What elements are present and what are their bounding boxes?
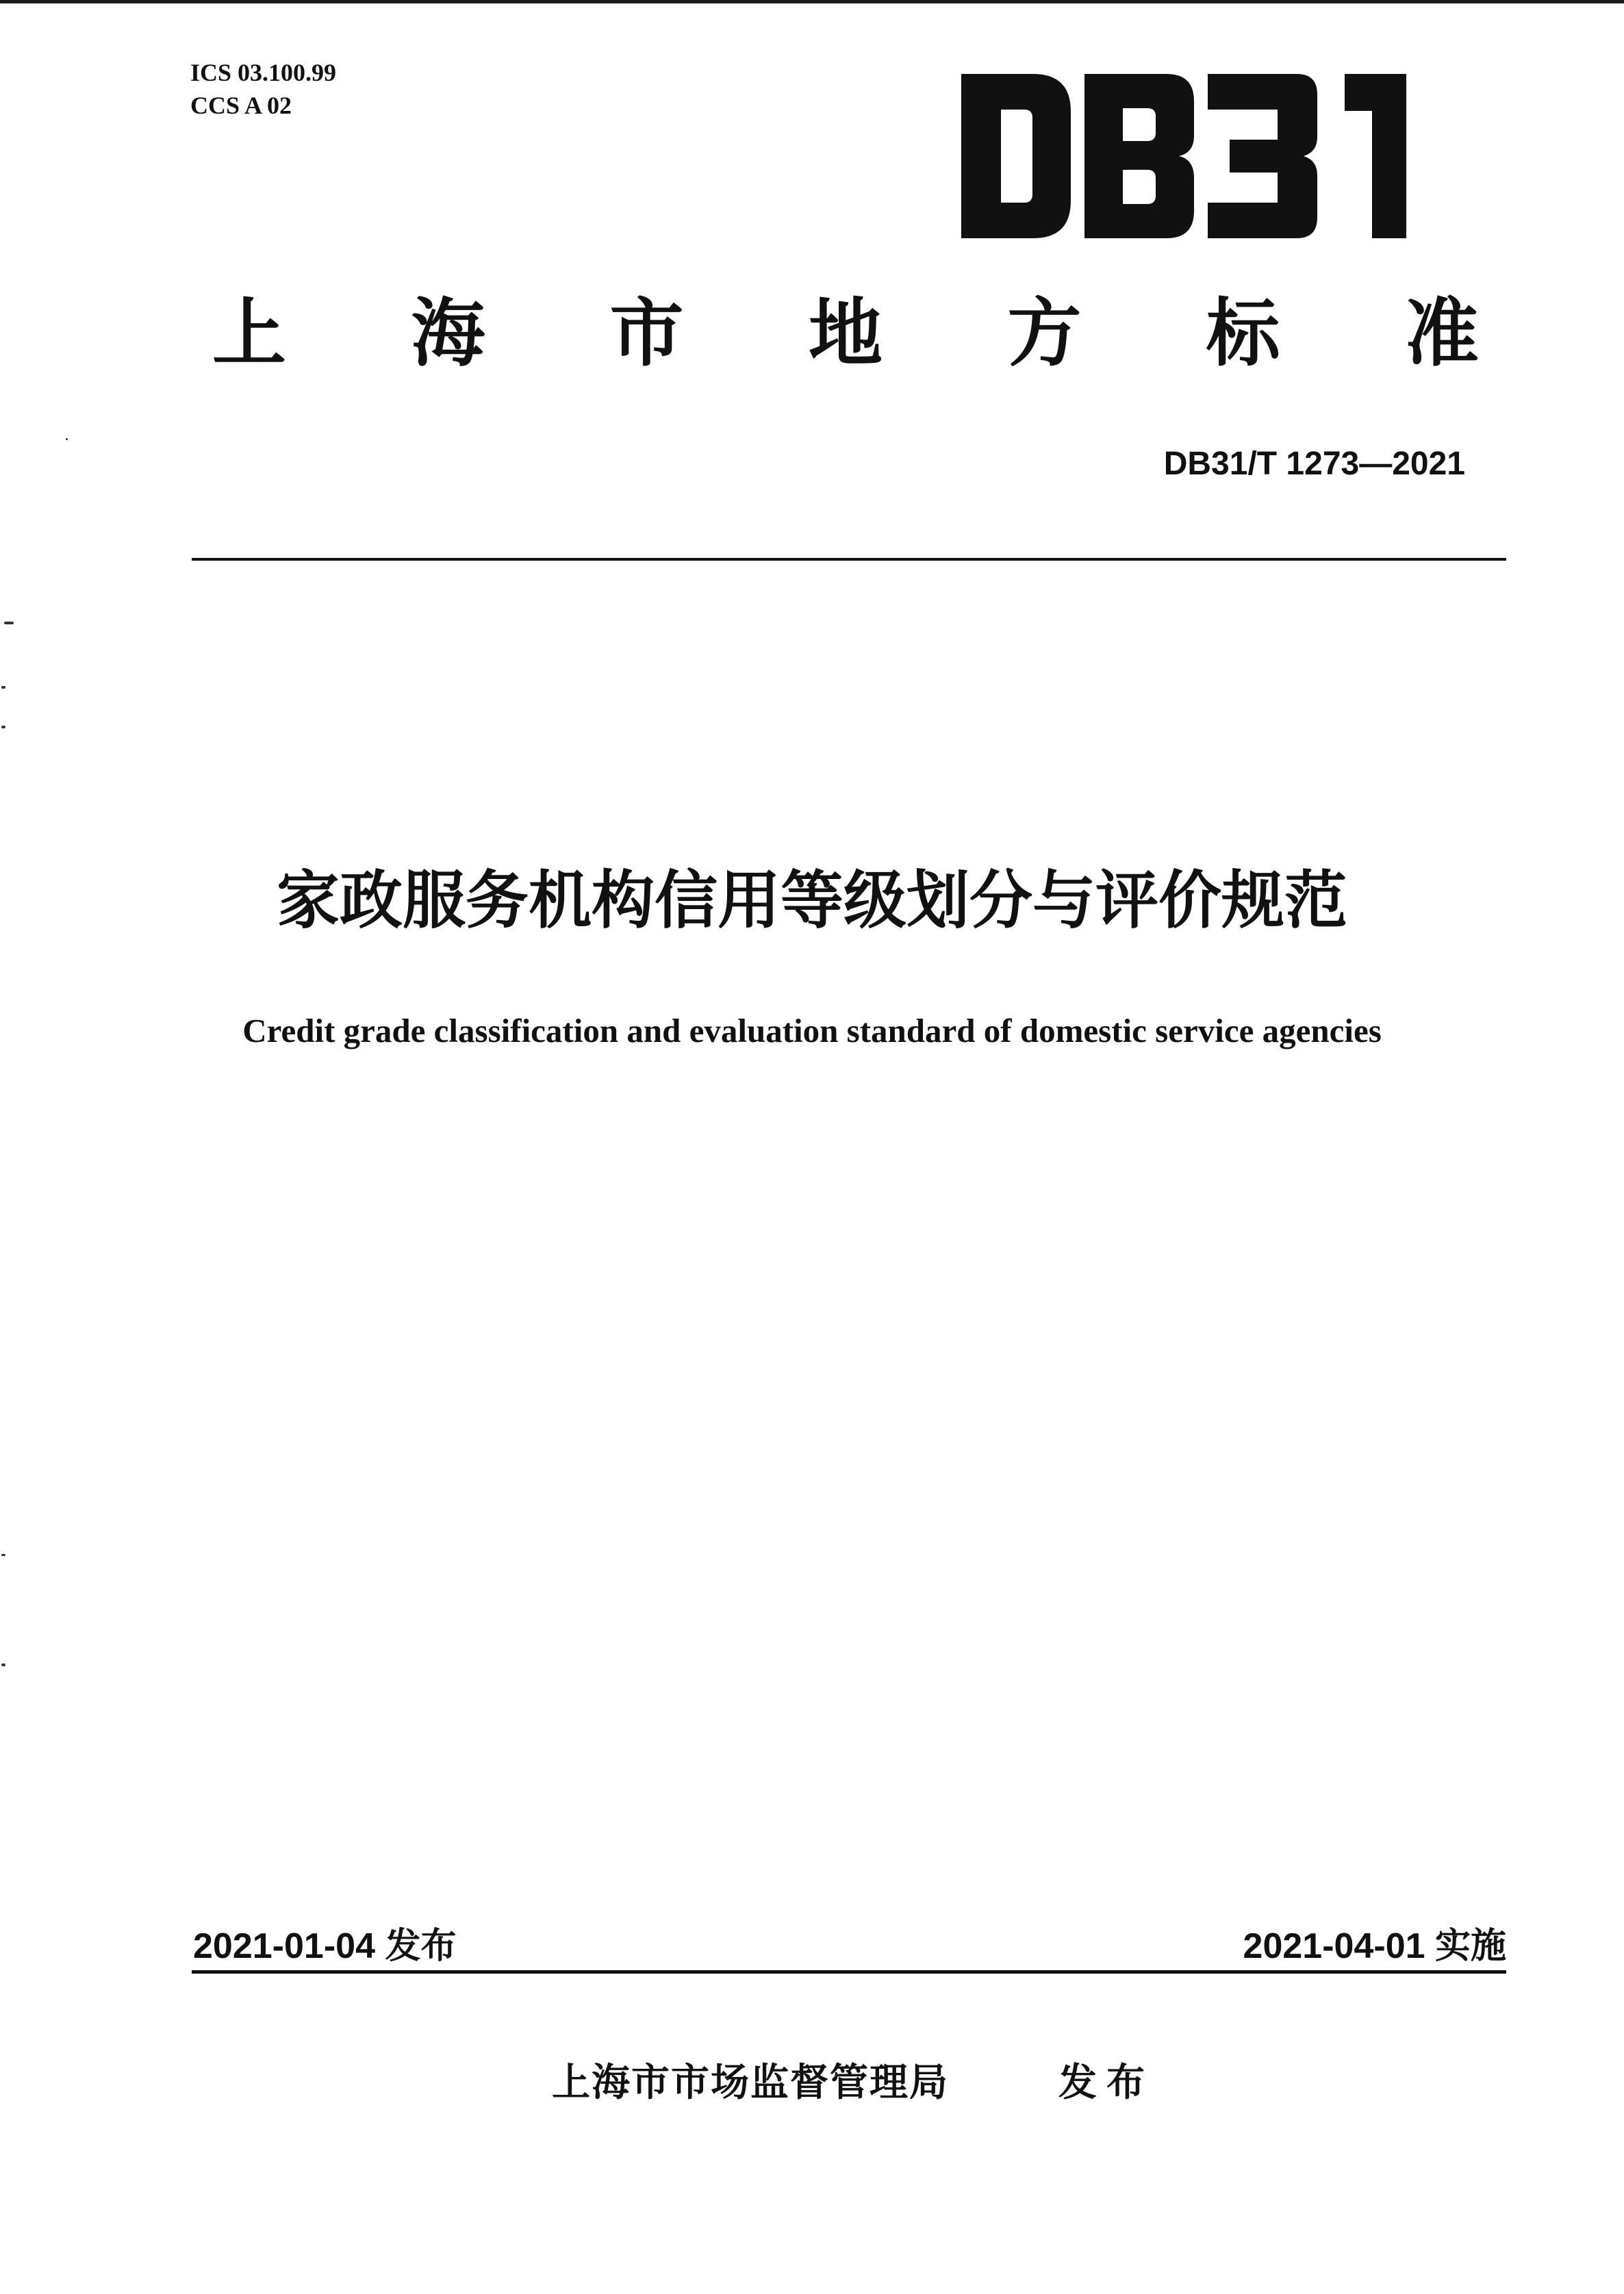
- standard-type-char: 市: [609, 291, 684, 377]
- header-divider: [192, 558, 1506, 561]
- logo-digit-3: [1208, 74, 1317, 238]
- ccs-code: CCS A 02: [190, 92, 292, 119]
- standard-type-char: 上: [212, 291, 287, 377]
- logo-letter-d: [961, 74, 1071, 238]
- logo-digit-1: [1345, 74, 1406, 238]
- standard-type-char: 标: [1206, 291, 1280, 377]
- scan-speck: [4, 622, 14, 624]
- scan-speck: [1, 686, 5, 689]
- scan-speck: [66, 438, 68, 440]
- ics-code: ICS 03.100.99: [190, 59, 337, 86]
- issue-date: 2021-01-04 发布: [193, 1926, 457, 1966]
- logo-letter-b: [1084, 74, 1194, 238]
- publisher-action: 发布: [1058, 2061, 1154, 2105]
- db31-logo: [961, 74, 1406, 238]
- scan-speck: [1, 1664, 5, 1666]
- footer-divider: [192, 1970, 1506, 1974]
- scan-top-edge: [0, 0, 1624, 3]
- standard-number: DB31/T 1273—2021: [1163, 446, 1465, 482]
- standard-type-char: 准: [1404, 291, 1479, 377]
- classification-codes: [190, 56, 336, 122]
- implementation-date: 2021-04-01 实施: [1243, 1926, 1506, 1966]
- standard-type-heading: [212, 286, 1479, 382]
- scan-speck: [1, 1554, 5, 1556]
- scan-speck: [1, 726, 5, 728]
- standard-type-char: 地: [808, 291, 883, 377]
- publisher-name: 上海市市场监督管理局: [552, 2061, 949, 2105]
- standard-type-char: 海: [411, 291, 485, 377]
- standard-type-char: 方: [1007, 291, 1082, 377]
- document-title-english: Credit grade classification and evaluation standard of domestic service agencies: [242, 1012, 1382, 1049]
- document-title-chinese: 家政服务机构信用等级划分与评价规范: [276, 864, 1347, 937]
